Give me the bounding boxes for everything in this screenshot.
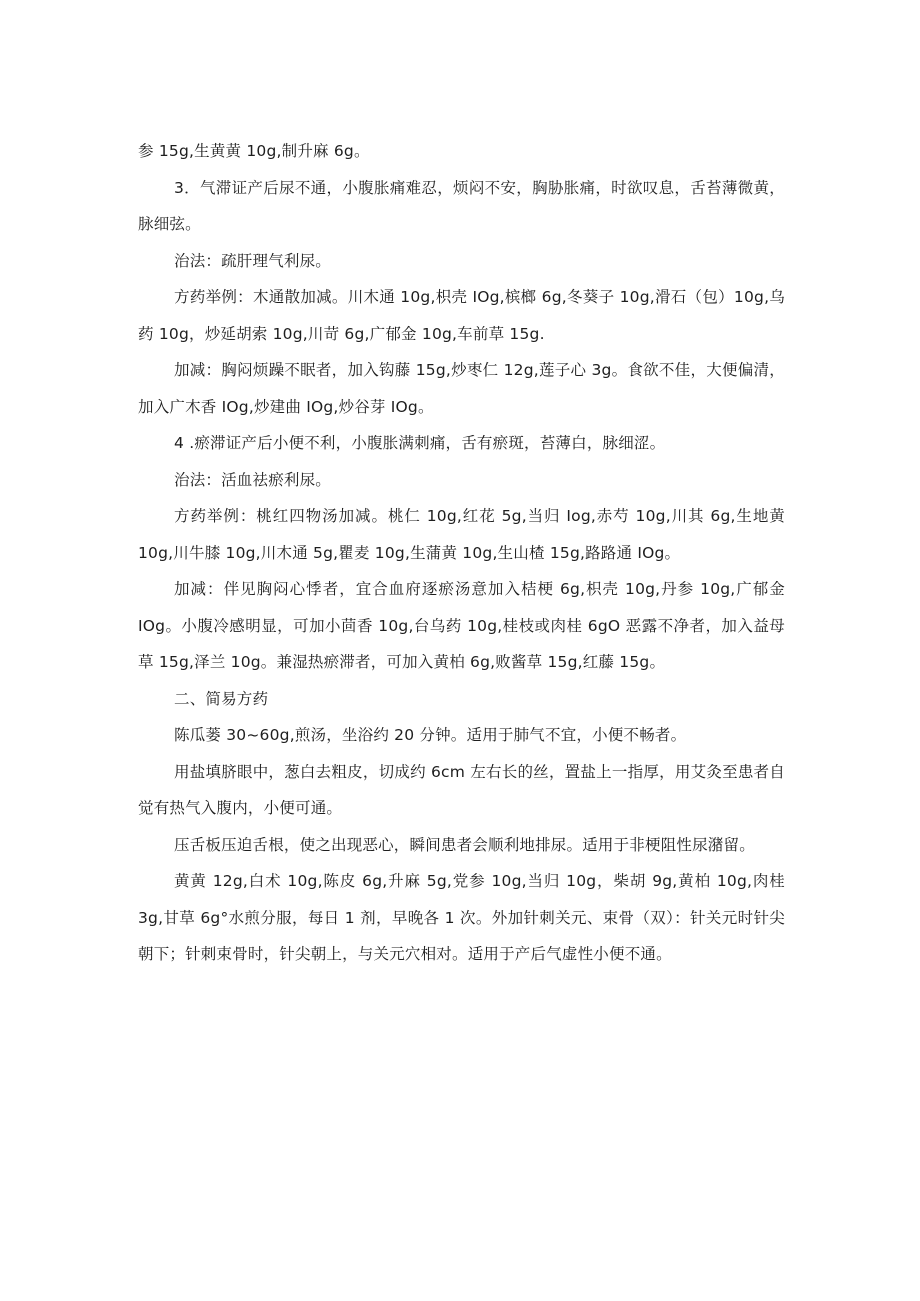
paragraph-qizhi-modification: 加减：胸闷烦躁不眠者，加入钩藤 15g,炒枣仁 12g,莲子心 3g。食欲不佳，大便偏清，加入广木香 IOg,炒建曲 IOg,炒谷芽 IOg。 [138,361,785,416]
paragraph-qizhi-prescription: 方药举例：木通散加减。川木通 10g,枳壳 IOg,槟榔 6g,冬葵子 10g,滑石（包）10g,乌药 10g，炒延胡索 10g,川苛 6g,广郁金 10g,车前草 15g. [138,288,785,343]
paragraph-yuzhi-prescription: 方药举例：桃红四物汤加减。桃仁 10g,红花 5g,当归 Iog,赤芍 10g,川其 6g,生地黄 10g,川牛膝 10g,川木通 5g,瞿麦 10g,生蒲黄 10g,生山楂 15g,路路通 IOg。 [138,507,785,562]
paragraph-qizhi-treatment: 治法：疏肝理气利尿。 [174,251,332,270]
paragraph-yuzhi-modification: 加减：伴见胸闷心悸者，宜合血府逐瘀汤意加入桔梗 6g,枳壳 10g,丹参 10g,广郁金 IOg。小腹冷感明显，可加小茴香 10g,台乌药 10g,桂枝或肉桂 6gO 恶露不净者，加入益母草 15g,泽兰 10g。兼湿热瘀滞者，可加入黄柏 6g,败酱草 15g,红藤 15g。 [138,580,785,671]
paragraph-remedy-tongue-depressor: 压舌板压迫舌根，使之出现恶心，瞬间患者会顺利地排尿。适用于非梗阻性尿潴留。 [174,835,755,854]
paragraph-remedy-decoction-acupuncture: 黄黄 12g,白术 10g,陈皮 6g,升麻 5g,党参 10g,当归 10g，柴胡 9g,黄柏 10g,肉桂 3g,甘草 6g°水煎分服，每日 1 剂，早晚各 1 次。外加针刺关元、束骨（双）：针关元时针尖朝下；针刺束骨时，针尖朝上，与关元穴相对。适用于产后气虚性小便不通。 [138,872,785,963]
paragraph-remedy-gualou: 陈瓜蒌 30~60g,煎汤，坐浴约 20 分钟。适用于肺气不宜，小便不畅者。 [174,726,687,744]
paragraph-yuzhi-symptoms: 4 .瘀滞证产后小便不利，小腹胀满刺痛，舌有瘀斑，苔薄白，脉细涩。 [174,434,666,452]
paragraph-continuation: 参 15g,生黄黄 10g,制升麻 6g。 [138,142,370,160]
document-body [138,133,785,973]
paragraph-qizhi-symptoms: 3．气滞证产后尿不通，小腹胀痛难忍，烦闷不安，胸胁胀痛，时欲叹息，舌苔薄微黄，脉细弦。 [138,178,785,233]
paragraph-remedy-salt-moxibustion: 用盐填脐眼中，葱白去粗皮，切成约 6cm 左右长的丝，置盐上一指厚，用艾灸至患者自觉有热气入腹内，小便可通。 [138,762,785,817]
section-heading-simple-remedies: 二、简易方药 [174,689,269,708]
paragraph-yuzhi-treatment: 治法：活血祛瘀利尿。 [174,470,332,489]
